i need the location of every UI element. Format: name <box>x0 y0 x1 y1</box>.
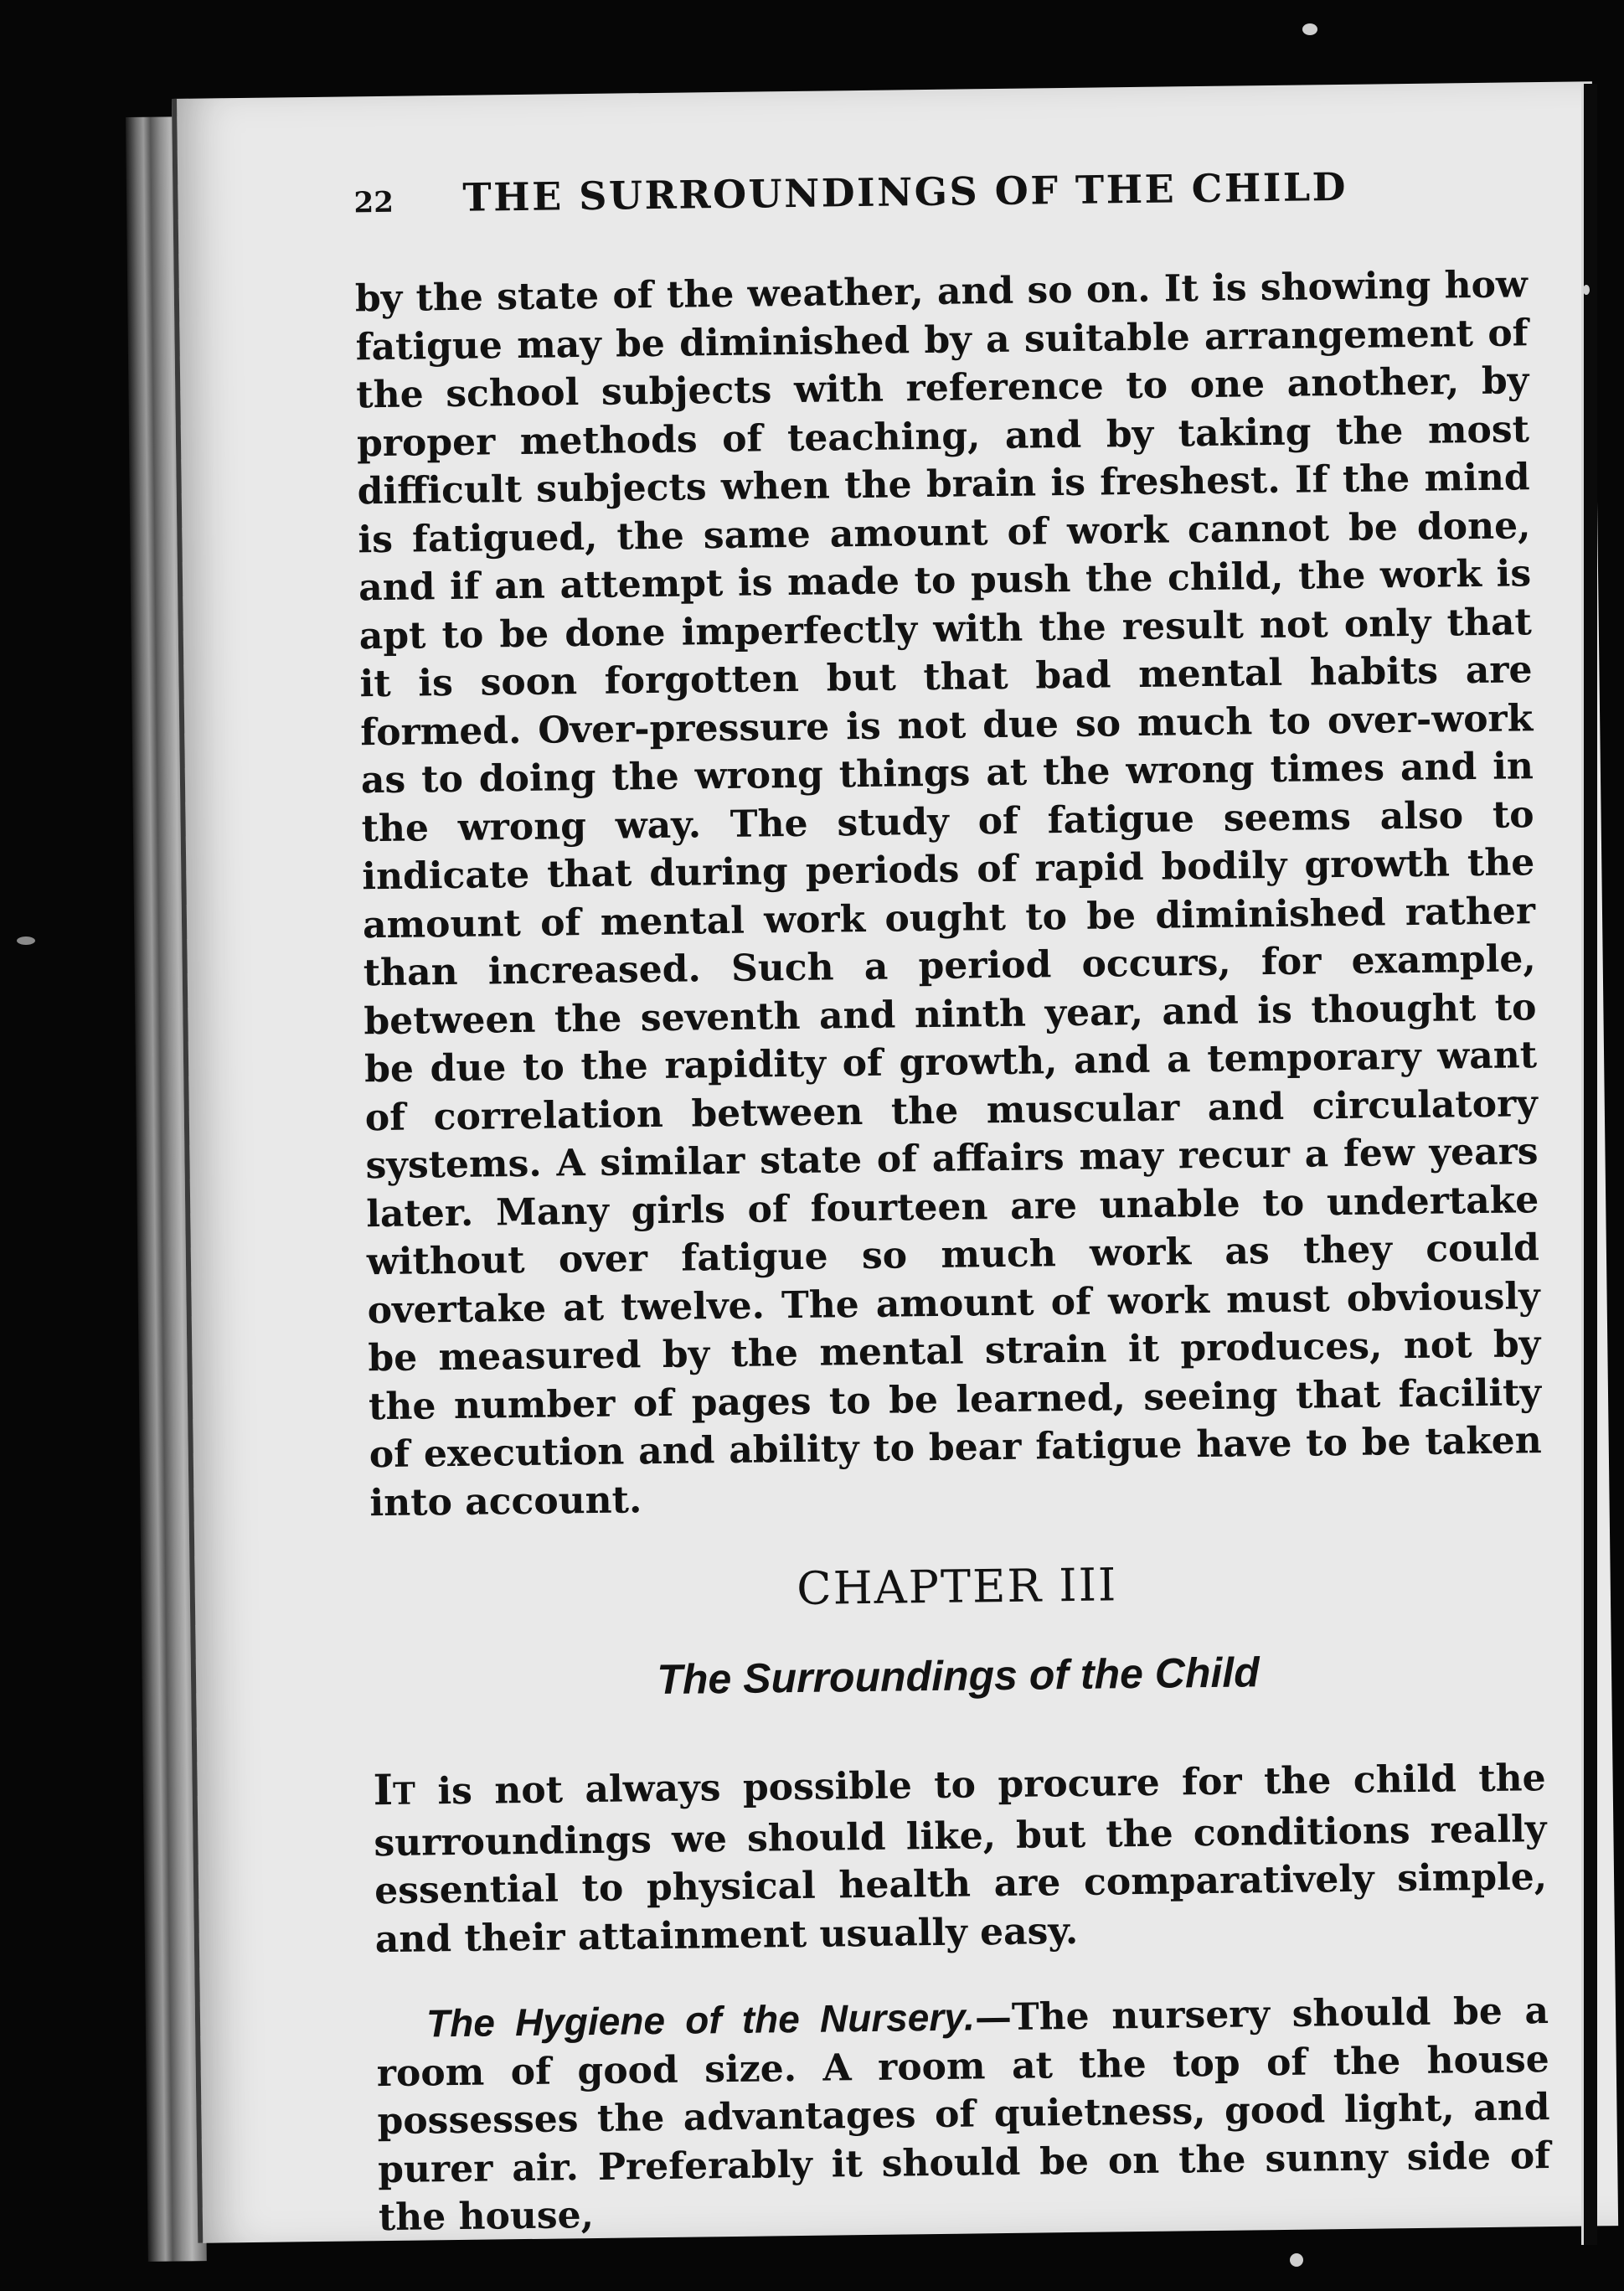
section-heading: The Hygiene of the Nursery. <box>425 1994 976 2046</box>
chapter-label: CHAPTER III <box>796 1558 1118 1616</box>
paper-page <box>172 81 1618 2243</box>
section-dash: — <box>974 1995 1013 2040</box>
section-paragraph <box>376 1986 1551 2242</box>
scan-speck <box>1290 2253 1303 2267</box>
continued-paragraph: by the state of the weather, and so on. It is showing how fatigue may be diminished by a suitable arrangement of the school subjects with reference to one another, by proper methods of teaching, and by taking the most difficult subjects when the brain is freshest. If the mind is fatigued, the same amount of work cannot be done, and if an attempt is made to push the child, the work is apt to be done imperfectly with the result not only that it is soon forgotten but that bad mental habits are formed. Over-pressure is not due so much to over-work as to doing the wrong things at the wrong times and in the wrong way. The study of fatigue seems also to indicate that during periods of rapid bodily growth the amount of mental work ought to be diminished rather than increased. Such a period occurs, for example, between the seventh and ninth year, and is thought to be due to the rapidity of growth, and a temporary want of correlation between the muscular and circulatory systems. A similar state of affairs may recur a few years later. Many girls of fourteen are unable to undertake without over fatigue so much work as they could overtake at twelve. The amount of work must obviously be measured by the mental strain it produces, not by the number of pages to be learned, seeing that facility of execution and ability to bear fatigue have to be taken into account. <box>354 263 1543 1525</box>
intro-text: is not always possible to procure for the child the surroundings we should like, but the conditions really essential to physical health are comparatively simple, and their attainment usually easy. <box>374 1757 1548 1961</box>
initial-cap: I <box>373 1764 394 1815</box>
scan-speck <box>1583 285 1590 295</box>
running-header <box>353 162 1527 243</box>
chapter-title: The Surroundings of the Child <box>657 1649 1261 1704</box>
section-text: The nursery should be a room of good size. A room at the top of the house possesses the advantages of quietness, good light, and purer air. Preferably it should be on the sunny side of the house, <box>376 1989 1551 2240</box>
facing-page-edge <box>1581 84 1597 2245</box>
initial-small-cap: T <box>392 1776 416 1812</box>
running-title: THE SURROUNDINGS OF THE CHILD <box>462 163 1348 220</box>
page-number: 22 <box>353 185 394 220</box>
intro-paragraph <box>373 1752 1548 1963</box>
page-content <box>353 162 1552 2278</box>
initial-word <box>373 1764 416 1815</box>
scan-speck <box>1302 23 1317 35</box>
scan-speck <box>17 937 35 945</box>
